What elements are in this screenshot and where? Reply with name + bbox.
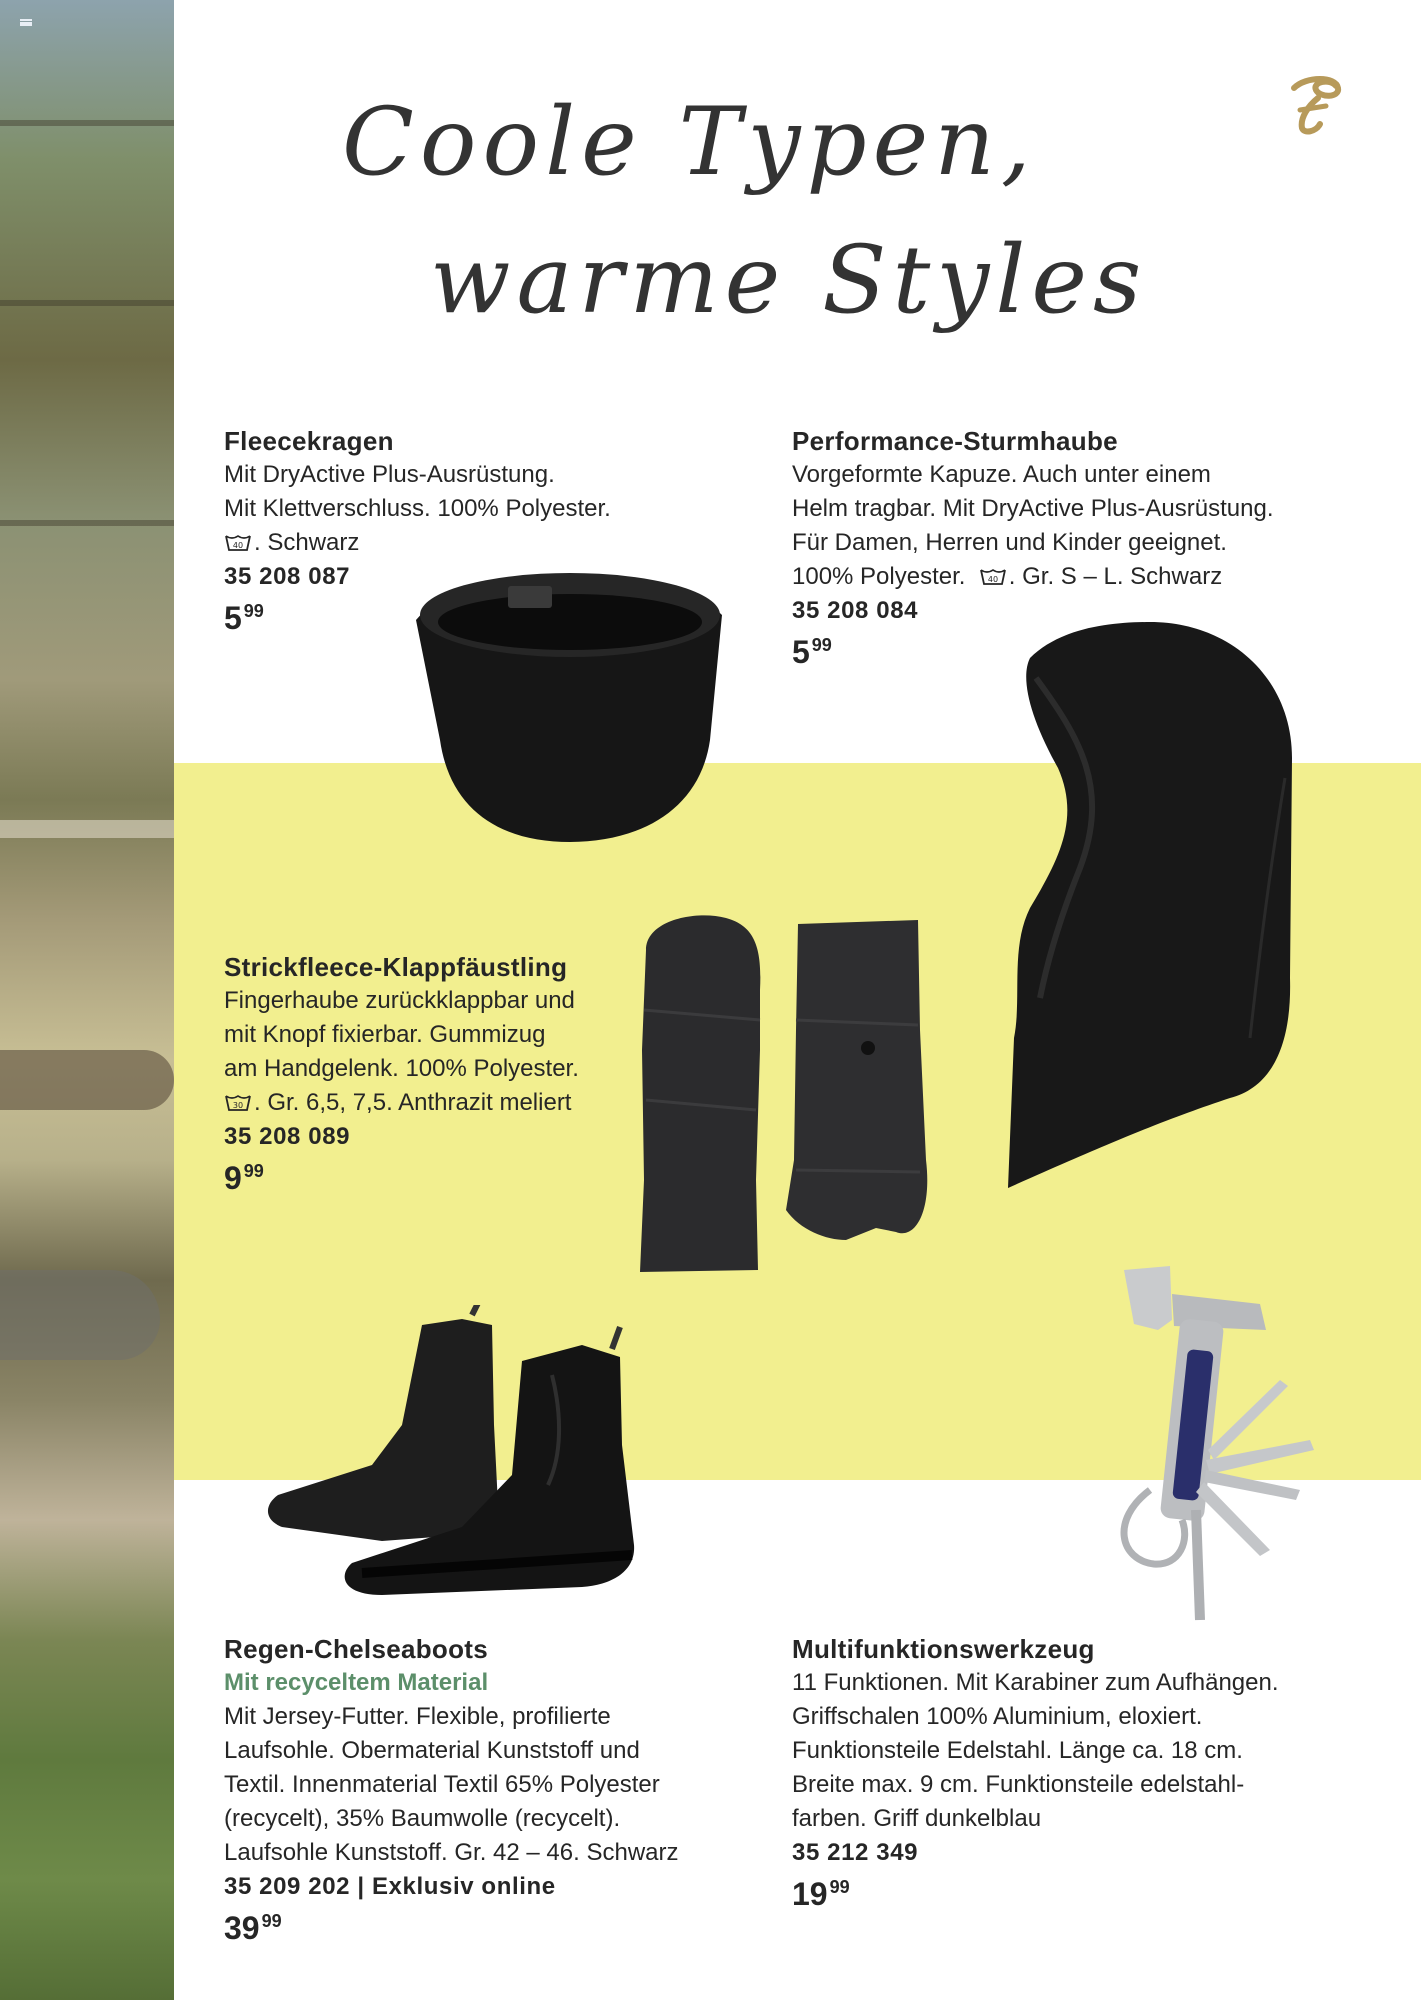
- article-number: 35 209 202 | Exklusiv online: [224, 1873, 556, 1900]
- care-prefix: 100% Polyester.: [792, 563, 966, 590]
- chelsea-boots-image: [262, 1305, 652, 1605]
- price: [224, 1160, 579, 1196]
- article-number: 35 212 349: [792, 1839, 919, 1866]
- rock: [0, 1270, 160, 1360]
- article-number: 35 208 084: [792, 597, 919, 624]
- care-text: . Gr. S – L. Schwarz: [1008, 563, 1223, 590]
- product-desc-line: Laufsohle Kunststoff. Gr. 42 – 46. Schwarz: [224, 1839, 679, 1866]
- wash-temp: 40: [232, 541, 244, 550]
- article-number: 35 208 089: [224, 1123, 351, 1150]
- product-title: Fleecekragen: [224, 426, 394, 456]
- price-cents: 99: [243, 1161, 264, 1181]
- headline-line-1: Coole Typen,: [342, 88, 1037, 197]
- price-cents: 99: [811, 635, 832, 655]
- price-cents: 99: [261, 1911, 282, 1931]
- product-desc-line: Funktionsteile Edelstahl. Länge ca. 18 cm.: [792, 1737, 1243, 1764]
- fence: [0, 820, 174, 838]
- care-text: . Schwarz: [254, 529, 360, 556]
- headline-line-2: warme Styles: [430, 226, 1148, 335]
- care-line: [792, 560, 1274, 594]
- price-main: 5: [224, 600, 242, 636]
- product-chelseaboots: [224, 1632, 679, 1946]
- price: [792, 1876, 1279, 1912]
- care-line: [224, 526, 611, 560]
- wash-temp: 40: [987, 575, 998, 584]
- product-desc-line: Mit Klettverschluss. 100% Polyester.: [224, 495, 611, 522]
- price-main: 9: [224, 1160, 242, 1196]
- price-main: 39: [224, 1910, 260, 1946]
- care-text: . Gr. 6,5, 7,5. Anthrazit meliert: [254, 1089, 572, 1116]
- product-desc-line: (recycelt), 35% Baumwolle (recycelt).: [224, 1805, 621, 1832]
- brand-logo: [1286, 74, 1344, 136]
- tree-branch: [0, 300, 174, 306]
- wash-temp: 30: [232, 1101, 244, 1110]
- mittens-image: [636, 910, 936, 1275]
- product-desc-line: Textil. Innenmaterial Textil 65% Polyester: [224, 1771, 660, 1798]
- price-cents: 99: [243, 601, 264, 621]
- price-main: 19: [792, 1876, 828, 1912]
- wash-symbol-icon: [224, 533, 252, 553]
- wash-symbol-icon: [979, 567, 1007, 587]
- product-desc-line: Vorgeformte Kapuze. Auch unter einem: [792, 461, 1211, 488]
- product-desc-line: Fingerhaube zurückklappbar und: [224, 987, 575, 1014]
- product-desc-line: Laufsohle. Obermaterial Kunststoff und: [224, 1737, 640, 1764]
- price: [224, 1910, 679, 1946]
- log: [0, 1050, 174, 1110]
- product-desc-line: am Handgelenk. 100% Polyester.: [224, 1055, 579, 1082]
- price-main: 5: [792, 634, 810, 670]
- fleece-collar-image: [410, 560, 730, 850]
- product-title: Strickfleece-Klappfäustling: [224, 952, 568, 982]
- product-subtitle: Mit recyceltem Material: [224, 1669, 489, 1696]
- care-line: [224, 1086, 579, 1120]
- landscape-photo-strip: [0, 0, 174, 2000]
- product-title: Regen-Chelseaboots: [224, 1634, 489, 1664]
- wash-symbol-icon: [224, 1093, 252, 1113]
- product-multitool: [792, 1632, 1279, 1912]
- multitool-image: [1110, 1260, 1330, 1630]
- product-desc-line: Mit DryActive Plus-Ausrüstung.: [224, 461, 555, 488]
- product-desc-line: Für Damen, Herren und Kinder geeignet.: [792, 529, 1227, 556]
- product-title: Performance-Sturmhaube: [792, 426, 1118, 456]
- product-klappfaeustling: [224, 950, 579, 1196]
- product-desc-line: Helm tragbar. Mit DryActive Plus-Ausrüstung.: [792, 495, 1274, 522]
- tree-branch: [0, 520, 174, 526]
- balaclava-image: [1000, 618, 1300, 1198]
- article-number: 35 208 087: [224, 563, 351, 590]
- menu-icon[interactable]: [20, 19, 32, 26]
- tree-branch: [0, 120, 174, 126]
- product-desc-line: Breite max. 9 cm. Funktionsteile edelstahl-: [792, 1771, 1245, 1798]
- product-desc-line: Griffschalen 100% Aluminium, eloxiert.: [792, 1703, 1203, 1730]
- product-desc-line: farben. Griff dunkelblau: [792, 1805, 1042, 1832]
- product-desc-line: Mit Jersey-Futter. Flexible, profilierte: [224, 1703, 611, 1730]
- product-title: Multifunktionswerkzeug: [792, 1634, 1095, 1664]
- price-cents: 99: [829, 1877, 850, 1897]
- product-desc-line: mit Knopf fixierbar. Gummizug: [224, 1021, 546, 1048]
- product-desc-line: 11 Funktionen. Mit Karabiner zum Aufhängen.: [792, 1669, 1279, 1696]
